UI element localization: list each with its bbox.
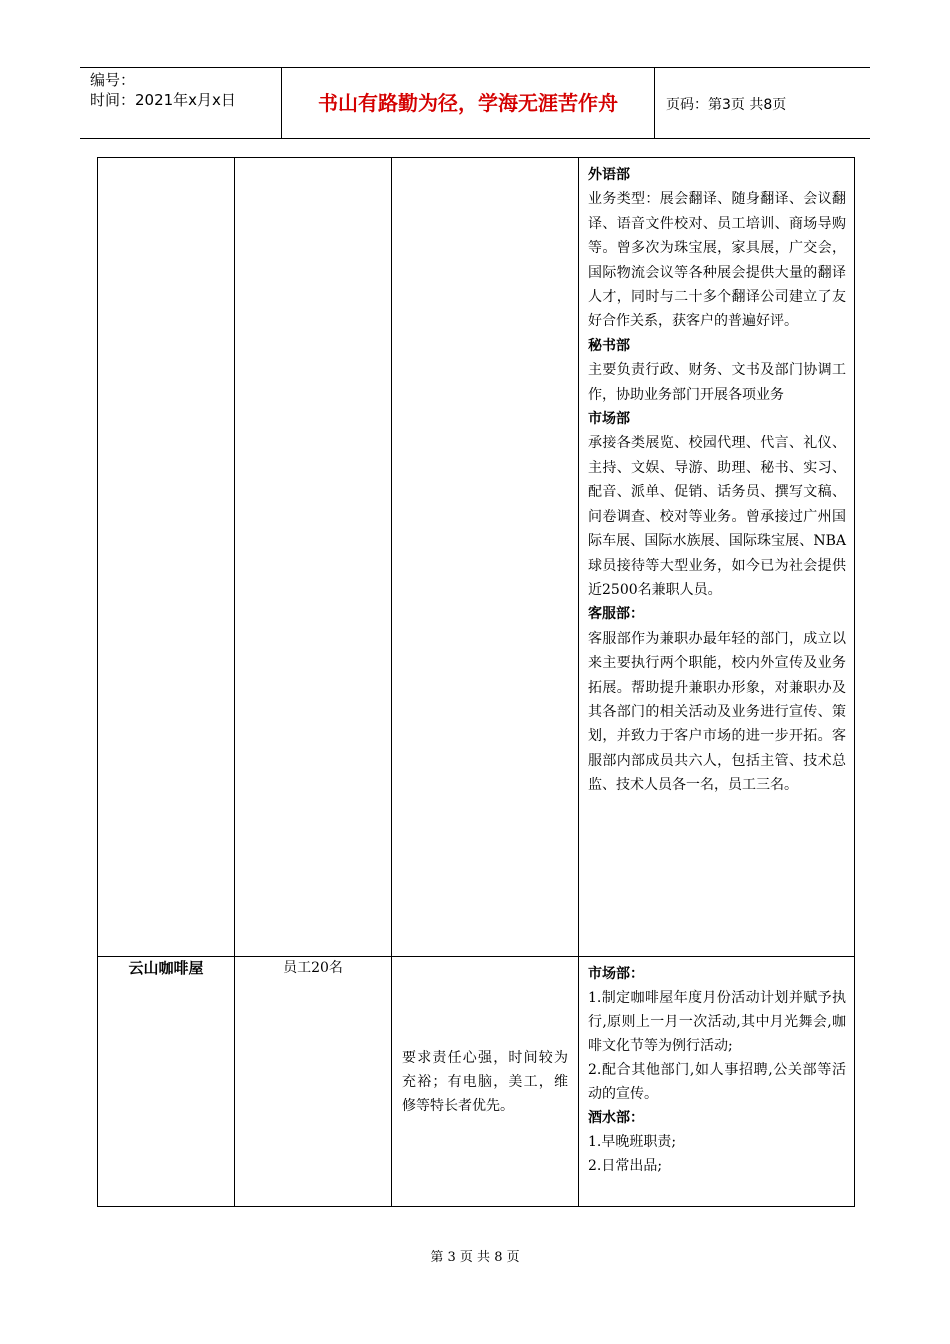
requirement-cell (392, 158, 579, 957)
list-item: 2.日常出品; (588, 1158, 663, 1174)
list-item: 1.制定咖啡屋年度月份活动计划并赋予执行,原则上一月一次活动,其中月光舞会,咖啡文化节等为例行活动; (588, 990, 846, 1054)
requirement-text: 要求责任心强，时间较为充裕；有电脑，美工，维修等特长者优先。 (402, 1049, 568, 1114)
page-header (80, 67, 870, 139)
staff-cell (235, 158, 392, 957)
duties-cell (579, 957, 855, 1207)
section-title: 酒水部： (588, 1110, 644, 1126)
list-item: 2.配合其他部门,如人事招聘,公关部等活动的宣传。 (588, 1062, 846, 1102)
section-body: 业务类型：展会翻译、随身翻译、会议翻译、语音文件校对、员工培训、商场导购等。曾多次为珠宝展，家具展，广交会，国际物流会议等各种展会提供大量的翻译人才，同时与二十多个翻译公司建立了友好合作关系，获客户的普遍好评。 (588, 191, 846, 330)
header-meta-cell (80, 68, 282, 138)
section-body: 承接各类展览、校园代理、代言、礼仪、主持、文娱、导游、助理、秘书、实习、配音、派单、促销、话务员、撰写文稿、问卷调查、校对等业务。曾承接过广州国际车展、国际水族展、国际珠宝展、NBA球员接待等大型业务，如今已为社会提供近2500名兼职人员。 (588, 435, 846, 598)
section-title: 秘书部 (588, 337, 630, 354)
section-body: 客服部作为兼职办最年轻的部门，成立以来主要执行两个职能，校内外宣传及业务拓展。帮助提升兼职办形象，对兼职办及其各部门的相关活动及业务进行宣传、策划，并致力于客户市场的进一步开拓。客服部内部成员共六人，包括主管、技术总监、技术人员各一名，员工三名。 (588, 630, 846, 794)
serial-label: 编号： (90, 71, 136, 89)
header-page-code: 页码：第3页 共8页 (666, 97, 787, 113)
section-title: 客服部： (588, 606, 644, 623)
page-footer: 第 3 页 共 8 页 (430, 1250, 520, 1265)
header-motto: 书山有路勤为径，学海无涯苦作舟 (282, 68, 655, 138)
section-body: 主要负责行政、财务、文书及部门协调工作，协助业务部门开展各项业务 (588, 362, 846, 403)
org-name-cell (98, 957, 235, 1207)
staff-cell (235, 957, 392, 1207)
section-title: 市场部 (588, 411, 630, 428)
org-name: 云山咖啡屋 (128, 959, 204, 977)
staff-count: 员工20名 (283, 960, 343, 976)
section-title: 外语部 (588, 167, 630, 183)
table-row (98, 957, 855, 1207)
org-name-cell (98, 158, 235, 957)
department-table (97, 157, 855, 1207)
list-item: 1.早晚班职责; (588, 1134, 677, 1150)
duties-cell (579, 158, 855, 957)
time-label: 时间：2021年x月x日 (90, 91, 236, 109)
section-title: 市场部： (588, 966, 644, 982)
table-row (98, 158, 855, 957)
requirement-cell (392, 957, 579, 1207)
